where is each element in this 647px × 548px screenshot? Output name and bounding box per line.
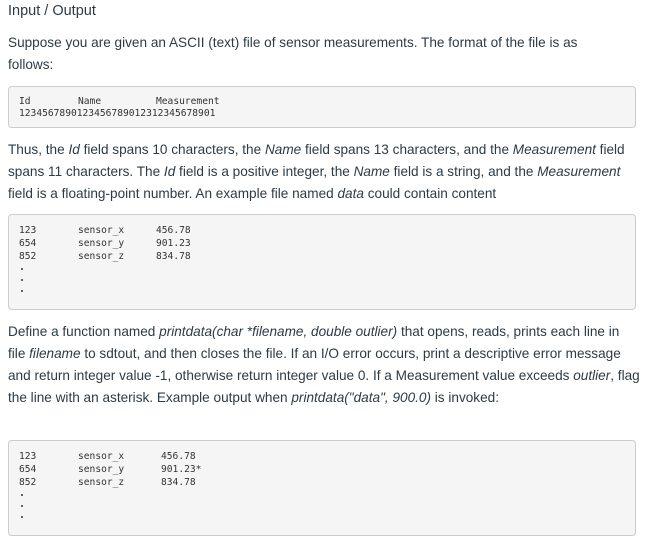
code-row	[19, 450, 625, 463]
row-id: 852	[19, 477, 37, 488]
row-measurement: 456.78	[156, 225, 191, 236]
text-span: field spans 13 characters, and the	[301, 142, 513, 157]
format-code-block	[8, 86, 636, 128]
row-id: 852	[19, 251, 37, 262]
code-row	[19, 250, 625, 263]
text-span: field spans 10 characters, the	[79, 142, 265, 157]
ellipsis-dot	[19, 500, 625, 511]
ellipsis-dot	[19, 285, 625, 296]
row-id: 123	[19, 225, 37, 236]
text-span: could contain content	[363, 186, 497, 201]
ellipsis-dot	[19, 263, 625, 274]
code-row	[19, 237, 625, 250]
function-call: printdata("data", 900.0)	[291, 390, 431, 405]
text-span: is invoked:	[431, 390, 500, 405]
row-id: 654	[19, 464, 37, 475]
task-paragraph	[8, 321, 640, 409]
field-name-name: Name	[264, 142, 302, 157]
row-name: sensor_x	[78, 451, 125, 462]
text-span: field is a positive integer, the	[175, 164, 354, 179]
example-output-code-block	[8, 440, 636, 536]
section-heading: Input / Output	[8, 3, 96, 19]
code-row	[19, 463, 625, 476]
field-name-measurement: Measurement	[512, 142, 596, 157]
row-measurement: 456.78	[161, 451, 196, 462]
file-name-data: data	[337, 186, 364, 201]
ellipsis-dot	[19, 274, 625, 285]
field-name-name: Name	[353, 164, 390, 179]
row-id: 654	[19, 238, 37, 249]
field-name-measurement: Measurement	[537, 164, 621, 179]
row-name: sensor_x	[78, 225, 125, 236]
text-span: to sdtout, and then closes the file. If an I/O error occurs, print a descriptive error message and return integer value -1, otherwise return integer value 0. If a Measurement value exceeds	[8, 346, 621, 383]
row-measurement: 834.78	[161, 477, 196, 488]
row-name: sensor_y	[78, 464, 125, 475]
param-filename: filename	[29, 346, 81, 361]
text-span: Define a function named	[8, 324, 160, 339]
row-measurement: 834.78	[156, 251, 191, 262]
row-name: sensor_z	[78, 251, 125, 262]
text-span: that opens, reads, prints each line in file	[8, 324, 620, 361]
text-span: field is a floating-point number. An example file named	[8, 186, 338, 201]
text-span: field is a string, and the	[389, 164, 538, 179]
example-input-code-block	[8, 214, 636, 310]
format-header-id: Id	[19, 96, 31, 107]
function-signature: printdata(char *filename, double outlier)	[159, 324, 398, 339]
row-measurement: 901.23	[156, 238, 191, 249]
text-span: Thus, the	[8, 142, 69, 157]
row-name: sensor_y	[78, 238, 125, 249]
param-outlier: outlier	[573, 368, 611, 383]
row-id: 123	[19, 451, 37, 462]
format-header-name: Name	[78, 96, 102, 107]
text-span: field spans 11 characters. The	[8, 142, 625, 179]
row-measurement: 901.23*	[161, 464, 202, 475]
intro-line-2: follows:	[8, 57, 54, 72]
format-ruler: 1234567890123456789012312345678901	[19, 108, 216, 119]
intro-line-1: Suppose you are given an ASCII (text) file of sensor measurements. The format of the file is as	[8, 35, 578, 50]
code-row	[19, 476, 625, 489]
format-header-measurement: Measurement	[156, 96, 220, 107]
format-header-row	[19, 95, 625, 107]
text-span: , flag the line with an asterisk. Example output when	[8, 368, 640, 405]
ellipsis-dot	[19, 511, 625, 522]
ellipsis-dot	[19, 489, 625, 500]
field-name-id: Id	[68, 142, 80, 157]
fields-paragraph	[8, 139, 640, 205]
row-name: sensor_z	[78, 477, 125, 488]
field-name-id: Id	[163, 164, 176, 179]
intro-paragraph	[8, 32, 640, 76]
code-row	[19, 224, 625, 237]
